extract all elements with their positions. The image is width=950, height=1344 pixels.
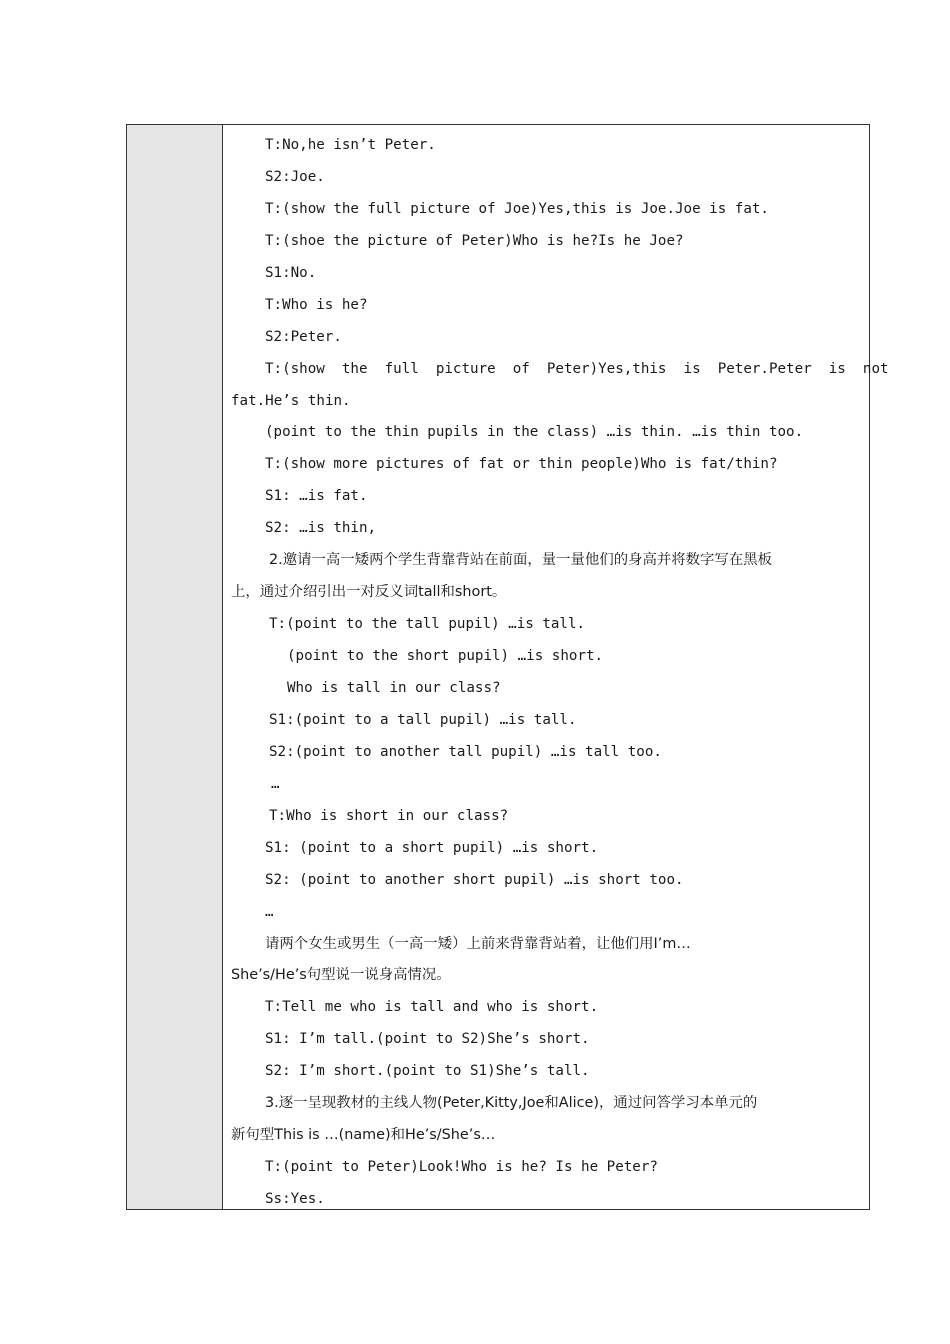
text-line: T:(show the full picture of Joe)Yes,this is Joe.Joe is fat. [265, 200, 769, 217]
text-line: T:Who is short in our class? [269, 807, 509, 824]
lesson-table [126, 124, 889, 1210]
text-line: (point to the thin pupils in the class) …is thin. …is thin too. [265, 424, 804, 441]
text-line: (point to the short pupil) …is short. [287, 648, 604, 665]
text-line: S1: …is fat. [265, 488, 368, 505]
text-line: T:(point to Peter)Look!Who is he? Is he Peter? [265, 1159, 658, 1176]
text-line: 2.邀请一高一矮两个学生背靠背站在前面，量一量他们的身高并将数字写在黑板 [269, 552, 773, 569]
text-line: S1:No. [265, 264, 317, 281]
text-line: T:(shoe the picture of Peter)Who is he?Is he Joe? [265, 232, 684, 249]
text-line: S2: …is thin, [265, 520, 377, 537]
text-line: … [271, 775, 280, 792]
text-line: T:Who is he? [265, 296, 368, 313]
text-line: S2: I’m short.(point to S1)She’s tall. [265, 1063, 590, 1080]
text-line: S2:Peter. [265, 328, 342, 345]
text-line: S1: I’m tall.(point to S2)She’s short. [265, 1031, 590, 1048]
left-column-cell [127, 125, 223, 1209]
text-line: 新句型This is …(name)和He’s/She’s… [231, 1127, 496, 1144]
text-line: S2:Joe. [265, 168, 325, 185]
text-line: … [265, 903, 274, 920]
text-line: T:Tell me who is tall and who is short. [265, 999, 599, 1016]
text-line: S1: (point to a short pupil) …is short. [265, 839, 599, 856]
content-cell [223, 125, 889, 1209]
text-line: S2:(point to another tall pupil) …is tall too. [269, 743, 662, 760]
text-line: T:(show the full picture of Peter)Yes,this is Peter.Peter is not [265, 360, 889, 377]
text-line: She’s/He’s句型说一说身高情况。 [231, 967, 451, 984]
text-line: T:No,he isn’t Peter. [265, 137, 436, 153]
text-line: S1:(point to a tall pupil) …is tall. [269, 711, 577, 728]
text-line: S2: (point to another short pupil) …is short too. [265, 871, 684, 888]
text-line: T:(point to the tall pupil) …is tall. [269, 616, 586, 633]
text-line: Ss:Yes. [265, 1191, 325, 1208]
text-line: 3.逐一呈现教材的主线人物(Peter,Kitty,Joe和Alice)，通过问答学习本单元的 [265, 1095, 758, 1112]
text-line: T:(show more pictures of fat or thin people)Who is fat/thin? [265, 456, 778, 473]
text-line: 上，通过介绍引出一对反义词tall和short。 [231, 584, 507, 601]
text-line: 请两个女生或男生（一高一矮）上前来背靠背站着，让他们用I’m… [265, 935, 691, 952]
text-line: Who is tall in our class? [287, 679, 501, 696]
text-line: fat.He’s thin. [231, 392, 351, 409]
